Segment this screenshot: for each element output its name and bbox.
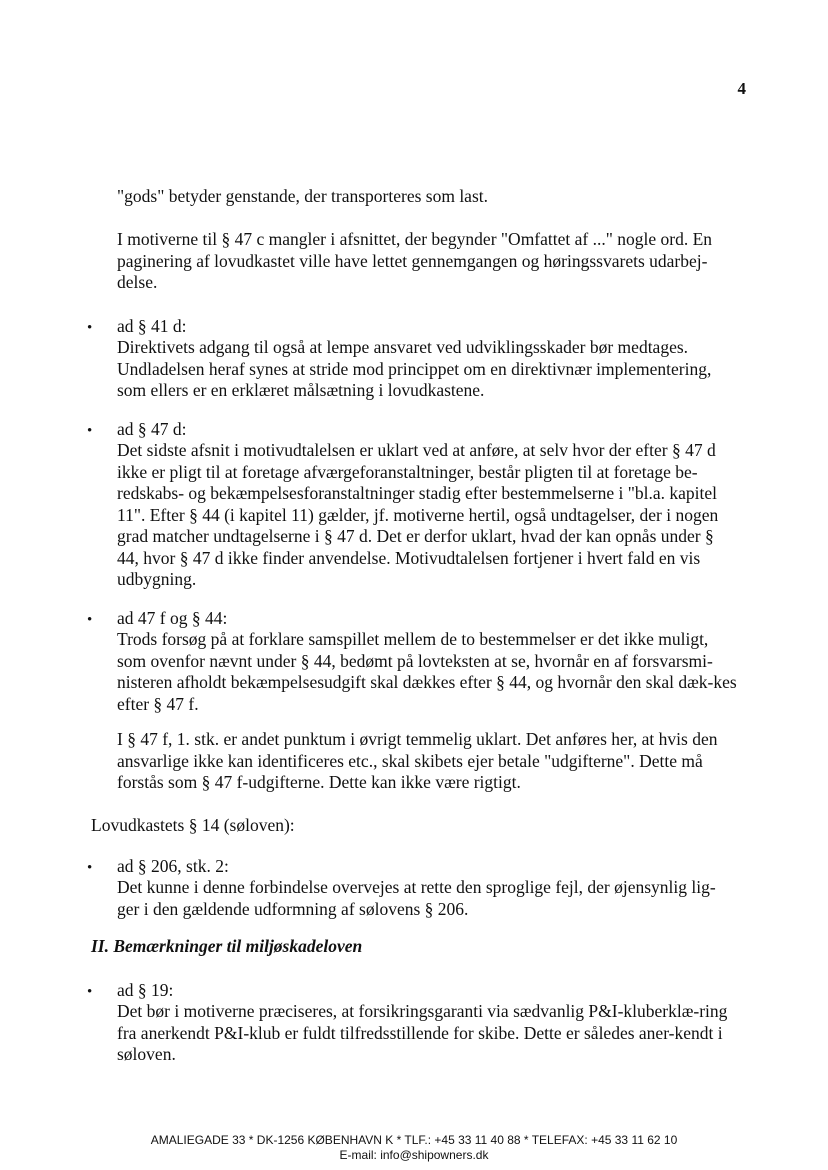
item-extra-47f: I § 47 f, 1. stk. er andet punktum i øvrigt temmelig uklart. Det anføres her, at hvis den ansvarlige ikke kan identificeres etc., skal skibets ejer betale "udgifterne". Dette må forstås som § 47 f-udgifterne. Dette kan ikke være rigtigt.: [117, 729, 718, 792]
item-heading-206: ad § 206, stk. 2:: [117, 856, 229, 876]
item-body-41d: Direktivets adgang til også at lempe ansvaret ved udviklingsskader bør medtages. Undladelsen heraf synes at stride mod princippet om en direktivnær implementering, som ellers er en erklæret målsætning i lovudkastene.: [117, 337, 712, 400]
section-soloven-heading: Lovudkastets § 14 (søloven):: [91, 815, 295, 835]
bullet-icon: •: [87, 984, 93, 1000]
page-number: 4: [737, 79, 746, 98]
item-body-47f-44: Trods forsøg på at forklare samspillet mellem de to bestemmelser er det ikke muligt, som ovenfor nævnt under § 44, bedømt på lovteksten at se, hvornår en af forsvarsmi-nisteren afholdt bekæmpelsesudgift skal dækkes efter § 44, og hvornår den skal dæk-kes efter § 47 f.: [117, 629, 737, 714]
item-heading-41d: ad § 41 d:: [117, 316, 187, 336]
item-heading-47d: ad § 47 d:: [117, 419, 187, 439]
gods-definition: "gods" betyder genstande, der transporteres som last.: [117, 186, 488, 206]
motiverne-paragraph: I motiverne til § 47 c mangler i afsnittet, der begynder "Omfattet af ..." nogle ord. En paginering af lovudkastet ville have lettet gennemgangen og høringssvarets udarbej-delse.: [117, 229, 713, 292]
item-heading-19: ad § 19:: [117, 980, 174, 1000]
item-body-19: Det bør i motiverne præciseres, at forsikringsgaranti via sædvanlig P&I-kluberklæ-ring fra anerkendt P&I-klub er fuldt tilfredsstillende for skibe. Dette er således aner-kendt i søloven.: [117, 1001, 728, 1064]
item-heading-47f-44: ad 47 f og § 44:: [117, 608, 228, 628]
bullet-icon: •: [87, 612, 93, 628]
section-II-heading: II. Bemærkninger til miljøskadeloven: [91, 936, 363, 956]
item-body-206: Det kunne i denne forbindelse overvejes at rette den sproglige fejl, der øjensynlig lig-ger i den gældende udformning af sølovens § 206.: [117, 877, 716, 919]
item-body-47d: Det sidste afsnit i motivudtalelsen er uklart ved at anføre, at selv hvor der efter § 47 d ikke er pligt til at foretage afværgeforanstaltninger, består pligten til at foretage be-redskabs- og bekæmpelsesforanstaltninger stadig efter bestemmelserne i "bl.a. kapitel 11". Efter § 44 (i kapitel 11) gælder, jf. motiverne hertil, også undtagelser, der i nogen grad matcher undtagelserne i § 47 d. Det er derfor uklart, hvad der kan opnås under § 44, hvor § 47 d ikke finder anvendelse. Motivudtalelsen fortjener i hvert fald en vis udbygning.: [117, 440, 719, 589]
bullet-icon: •: [87, 423, 93, 439]
bullet-icon: •: [87, 860, 93, 876]
bullet-icon: •: [87, 320, 93, 336]
footer-address: AMALIEGADE 33 * DK-1256 KØBENHAVN K * TLF.: +45 33 11 40 88 * TELEFAX: +45 33 11 62 10: [150, 1133, 678, 1147]
footer-email: E-mail: info@shipowners.dk: [339, 1148, 489, 1162]
